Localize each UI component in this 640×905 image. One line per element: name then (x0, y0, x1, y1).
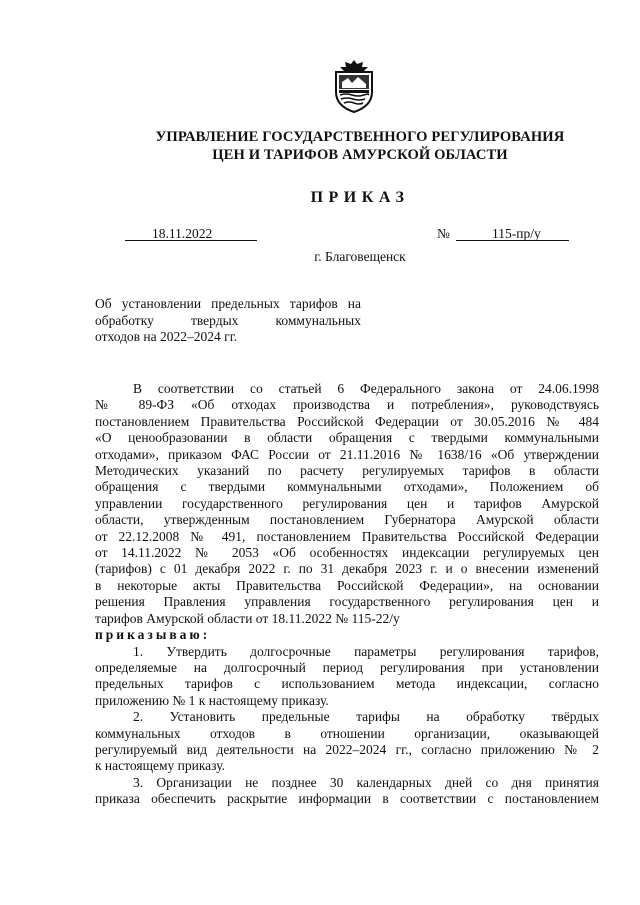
city: г. Благовещенск (314, 249, 406, 264)
item-line: 2. Установить предельные тарифы на обработку твёрдых (133, 709, 599, 725)
orders-word: приказываю: (95, 627, 211, 643)
subject-line: отходов на 2022–2024 гг. (95, 329, 238, 344)
agency-name-line-2: ЦЕН И ТАРИФОВ АМУРСКОЙ ОБЛАСТИ (212, 147, 508, 163)
item-line: определяемые на долгосрочный период регулирования при установлении (95, 659, 599, 675)
body-line: отходами», приказом ФАС России от 21.11.2016 № 1638/16 «Об утверждении (95, 446, 599, 462)
order-body (95, 381, 599, 808)
body-line: решения Правления управления государственного регулирования цен и (95, 594, 599, 610)
amur-region-coat-of-arms-icon (330, 58, 378, 114)
item-line: коммунальных отходов в отношении организации, оказывающей (95, 725, 599, 741)
item-line: предельных тарифов с использованием метода индексации, согласно (95, 676, 599, 692)
body-line: тарифов Амурской области от 18.11.2022 № 115-22/у (95, 610, 400, 626)
item-line: 3. Организации не позднее 30 календарных дней со дня принятия (133, 774, 599, 790)
order-number: 115-пр/у (492, 226, 541, 241)
body-line: управлении государственного регулирования цен и тарифов Амурской (95, 495, 599, 511)
body-line: в некоторые акты Правительства Российской Федерации», на основании (95, 577, 599, 593)
number-sign: № (437, 226, 450, 241)
body-line: от 22.12.2008 № 491, постановлением Правительства Российской Федерации (95, 528, 599, 544)
body-line: постановлением Правительства Российской Федерации от 30.05.2016 № 484 (95, 413, 599, 429)
order-date: 18.11.2022 (152, 226, 213, 241)
item-line: регулируемый вид деятельности на 2022–2024 гг., согласно приложению № 2 (95, 741, 599, 757)
subject-line: обработку твердых коммунальных (95, 312, 361, 328)
order-subject (95, 296, 361, 346)
document-title: ПРИКАЗ (310, 189, 410, 206)
body-line: Методических указаний по расчету регулируемых тарифов в области (95, 463, 599, 479)
subject-line: Об установлении предельных тарифов на (95, 296, 361, 311)
item-line: приложению № 1 к настоящему приказу. (95, 692, 329, 708)
item-line: приказа обеспечить раскрытие информации в соответствии с постановлением (95, 791, 599, 807)
body-line: (тарифов) с 01 декабря 2022 г. по 31 декабря 2023 г. и о внесении изменений (95, 561, 599, 577)
item-line: 1. Утвердить долгосрочные параметры регулирования тарифов, (133, 643, 599, 659)
body-line: «О ценообразовании в области обращения с твердыми коммунальными (95, 430, 599, 446)
body-line: от 14.11.2022 № 2053 «Об особенностях индексации регулируемых цен (95, 545, 599, 561)
body-line: обращения с твердыми коммунальными отходами», Положением об (95, 479, 599, 495)
agency-name-line-1: УПРАВЛЕНИЕ ГОСУДАРСТВЕННОГО РЕГУЛИРОВАНИЯ (155, 129, 565, 145)
item-line: к настоящему приказу. (95, 758, 225, 774)
body-line: № 89-ФЗ «Об отходах производства и потребления», руководствуясь (95, 397, 599, 413)
body-line: области, утвержденным постановлением Губернатора Амурской области (95, 512, 599, 528)
body-line: В соответствии со статьей 6 Федерального закона от 24.06.1998 (133, 381, 599, 396)
